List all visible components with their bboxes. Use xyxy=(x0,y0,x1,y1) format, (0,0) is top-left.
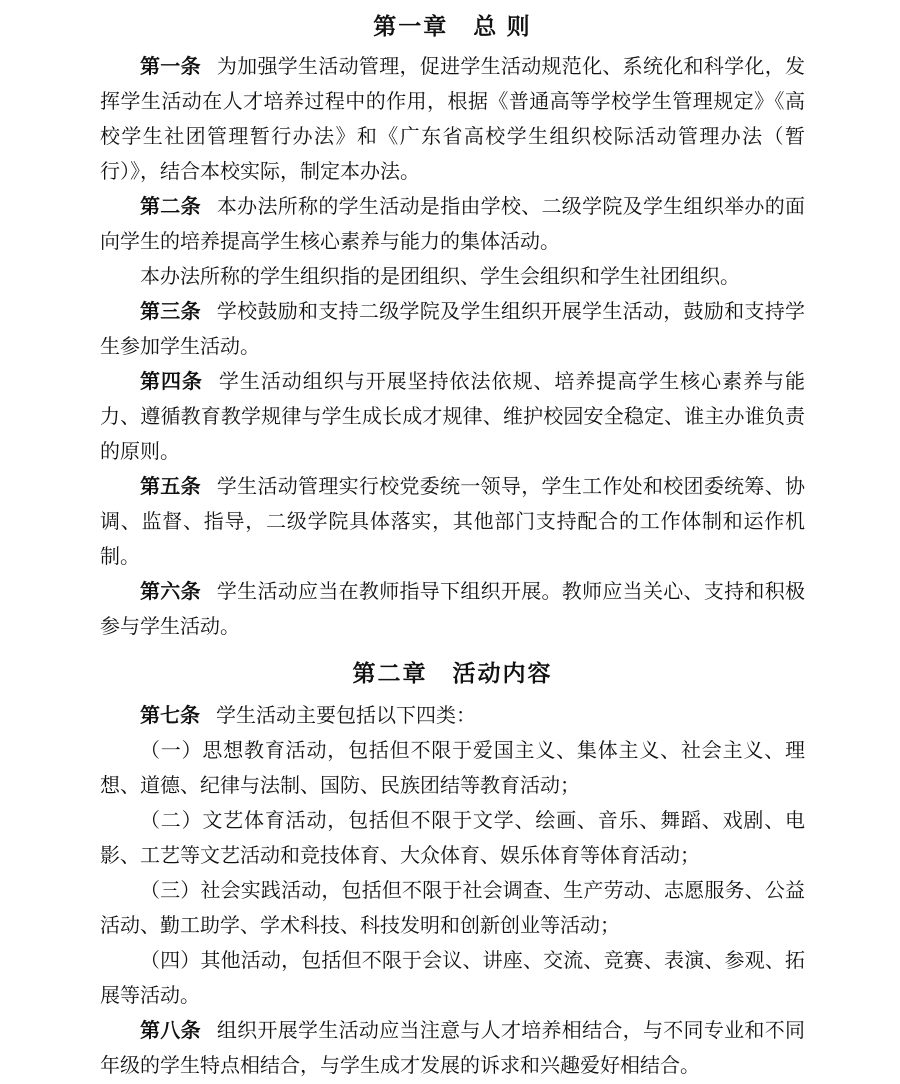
article-7-item-2 xyxy=(100,804,805,874)
article-2-label: 第二条 xyxy=(140,196,201,218)
article-3 xyxy=(100,295,805,365)
article-7-item-3-text: （三）社会实践活动，包括但不限于社会调查、生产劳动、志愿服务、公益活动、勤工助学、学术科技、科技发明和创新创业等活动； xyxy=(100,880,805,937)
article-4-label: 第四条 xyxy=(140,371,203,393)
chapter-title: 第二章 活动内容 xyxy=(352,660,553,686)
article-5-text: 学生活动管理实行校党委统一领导，学生工作处和校团委统筹、协调、监督、指导，二级学院具体落实，其他部门支持配合的工作体制和运作机制。 xyxy=(100,476,806,568)
article-2 xyxy=(100,190,805,260)
article-3-text: 学校鼓励和支持二级学院及学生组织开展学生活动，鼓励和支持学生参加学生活动。 xyxy=(100,301,806,358)
article-4 xyxy=(100,365,805,470)
chapter-activity-content xyxy=(100,653,805,1084)
article-8-text: 组织开展学生活动应当注意与人才培养相结合，与不同专业和不同年级的学生特点相结合，与学生成才发展的诉求和兴趣爱好相结合。 xyxy=(100,1020,806,1077)
article-3-label: 第三条 xyxy=(140,301,201,323)
article-5-label: 第五条 xyxy=(140,476,201,498)
article-8-label: 第八条 xyxy=(140,1020,201,1042)
chapter-title: 第一章 总 则 xyxy=(373,13,532,39)
article-2-supplement xyxy=(100,260,805,295)
article-1-label: 第一条 xyxy=(140,56,201,78)
article-7-text: 学生活动主要包括以下四类： xyxy=(216,705,476,727)
article-6-text: 学生活动应当在教师指导下组织开展。教师应当关心、支持和积极参与学生活动。 xyxy=(100,581,806,638)
article-7-item-2-text: （二）文艺体育活动，包括但不限于文学、绘画、音乐、舞蹈、戏剧、电影、工艺等文艺活动和竞技体育、大众体育、娱乐体育等体育活动； xyxy=(100,810,805,867)
article-7-item-3 xyxy=(100,874,805,944)
article-2-supplement-text: 本办法所称的学生组织指的是团组织、学生会组织和学生社团组织。 xyxy=(140,266,740,288)
article-1 xyxy=(100,50,805,190)
article-7-label: 第七条 xyxy=(140,705,200,727)
article-6-label: 第六条 xyxy=(140,581,201,603)
article-4-text: 学生活动组织与开展坚持依法依规、培养提高学生核心素养与能力、遵循教育教学规律与学生成长成才规律、维护校园安全稳定、谁主办谁负责的原则。 xyxy=(100,371,806,463)
article-7-item-4 xyxy=(100,944,805,1014)
article-5 xyxy=(100,470,805,575)
article-8 xyxy=(100,1014,805,1084)
chapter-general-rules xyxy=(100,6,805,645)
article-7-item-1-text: （一）思想教育活动，包括但不限于爱国主义、集体主义、社会主义、理想、道德、纪律与法制、国防、民族团结等教育活动； xyxy=(100,740,805,797)
article-2-text: 本办法所称的学生活动是指由学校、二级学院及学生组织举办的面向学生的培养提高学生核心素养与能力的集体活动。 xyxy=(100,196,806,253)
article-6 xyxy=(100,575,805,645)
article-1-text: 为加强学生活动管理，促进学生活动规范化、系统化和科学化，发挥学生活动在人才培养过程中的作用，根据《普通高等学校学生管理规定》《高校学生社团管理暂行办法》和《广东省高校学生组织校际活动管理办法（暂行）》，结合本校实际，制定本办法。 xyxy=(100,56,806,183)
article-7-item-1 xyxy=(100,734,805,804)
article-7-item-4-text: （四）其他活动，包括但不限于会议、讲座、交流、竞赛、表演、参观、拓展等活动。 xyxy=(100,950,805,1007)
article-7 xyxy=(100,699,805,734)
